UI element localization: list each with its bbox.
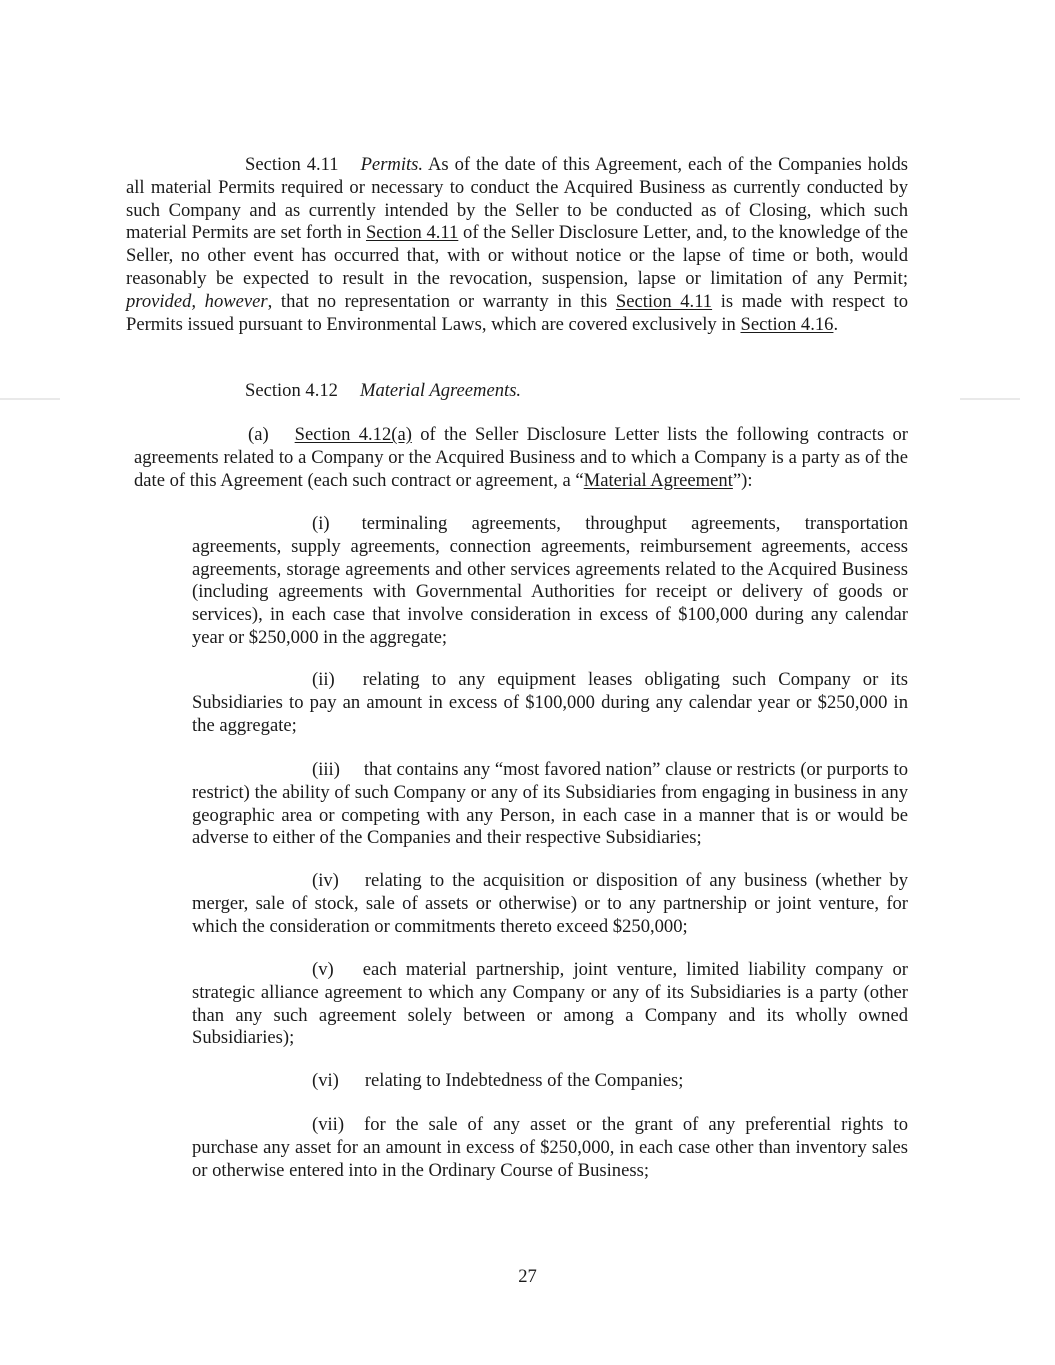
section-4-11-paragraph [126, 154, 908, 336]
item-label: (v) [312, 959, 334, 980]
section-4-16-ref-link: Section 4.16 [740, 313, 834, 335]
section-4-12-number: Section 4.12 [245, 380, 338, 401]
section-4-11-text: of the Seller Disclosure Letter, and, to the knowledge of the Seller, no other event has occurred that, with or without notice or the lapse of time or both, would reasonably be expected to result in the revocation, suspension, lapse or limitation of any Permit; [126, 222, 909, 289]
list-item [192, 1114, 908, 1182]
item-text: relating to the acquisition or disposition of any business (whether by merger, sale of stock, sale of assets or otherwise) or to any partnership or joint venture, for which the consideration or commitments thereto exceed $250,000; [192, 870, 908, 937]
paragraph-a [134, 424, 908, 492]
list-item [192, 959, 908, 1050]
scan-artifact [960, 398, 1020, 400]
item-text: relating to Indebtedness of the Companies; [364, 1070, 684, 1091]
item-label: (vii) [312, 1114, 345, 1135]
section-4-11-text: As of the date of this Agreement, each of the Companies holds all material Permits required or necessary to conduct the Acquired Business as currently conducted by such Company and as currently intended by the Seller to be conducted as of Closing, which such material Permits are set forth in [126, 154, 908, 244]
paragraph-a-label: (a) [248, 424, 269, 445]
section-4-11-text: is made with respect to Permits issued pursuant to Environmental Laws, which are covered exclusively in [126, 290, 908, 335]
section-4-11-text: , that no representation or warranty in this [267, 290, 616, 312]
paragraph-a-text: ”): [732, 469, 753, 491]
scan-artifact [0, 398, 60, 400]
section-4-12-title: Material Agreements. [359, 380, 522, 401]
item-label: (ii) [312, 669, 335, 690]
item-label: (iv) [312, 870, 339, 891]
list-item [192, 870, 908, 938]
section-4-12-heading [245, 380, 521, 403]
section-4-11-number: Section 4.11 [245, 154, 339, 175]
section-4-11-ref-link: Section 4.11 [615, 290, 713, 312]
item-label: (vi) [312, 1070, 339, 1091]
item-label: (iii) [312, 759, 340, 780]
list-item [192, 759, 908, 850]
paragraph-a-text: of the Seller Disclosure Letter lists the following contracts or agreements related to a Company or the Acquired Business and to which a Company is a party as of the date of this Agreement (each such contract or agreement, a “ [134, 424, 908, 491]
section-4-11-ref-link: Section 4.11 [365, 222, 459, 244]
section-4-11-title: Permits. [360, 154, 424, 175]
section-4-12a-ref-link: Section 4.12(a) [294, 424, 412, 445]
section-4-11-text: . [833, 313, 839, 335]
item-text: relating to any equipment leases obligating such Company or its Subsidiaries to pay an amount in excess of $100,000 during any calendar year or $250,000 in the aggregate; [192, 669, 908, 736]
page-number: 27 [518, 1266, 537, 1287]
item-text: each material partnership, joint venture, limited liability company or strategic alliance agreement to which any Company or any of its Subsidiaries is a party (other than any such agreement solely between or among a Company and its wholly owned Subsidiaries); [192, 959, 908, 1049]
proviso: provided, however [126, 290, 268, 312]
item-label: (i) [312, 513, 330, 534]
item-text: that contains any “most favored nation” clause or restricts (or purports to restrict) the ability of such Company or any of its Subsidiaries from engaging in business in any geographic area or competing with any Person, in each case in a manner that is or would be adverse to either of the Companies and their respective Subsidiaries; [192, 759, 908, 849]
defined-term: Material Agreement [583, 469, 733, 491]
item-text: for the sale of any asset or the grant of any preferential rights to purchase any asset for an amount in excess of $250,000, in each case other than inventory sales or otherwise entered into in the Ordinary Course of Business; [192, 1114, 908, 1181]
list-item [192, 1070, 908, 1093]
list-item [192, 513, 908, 650]
item-text: terminaling agreements, throughput agreements, transportation agreements, supply agreements, connection agreements, reimbursement agreements, access agreements, storage agreements and other services agreements related to the Acquired Business (including agreements with Governmental Authorities for receipt or delivery of goods or services), in each case that involve consideration in excess of $100,000 during any calendar year or $250,000 in the aggregate; [192, 513, 908, 648]
list-item [192, 669, 908, 737]
